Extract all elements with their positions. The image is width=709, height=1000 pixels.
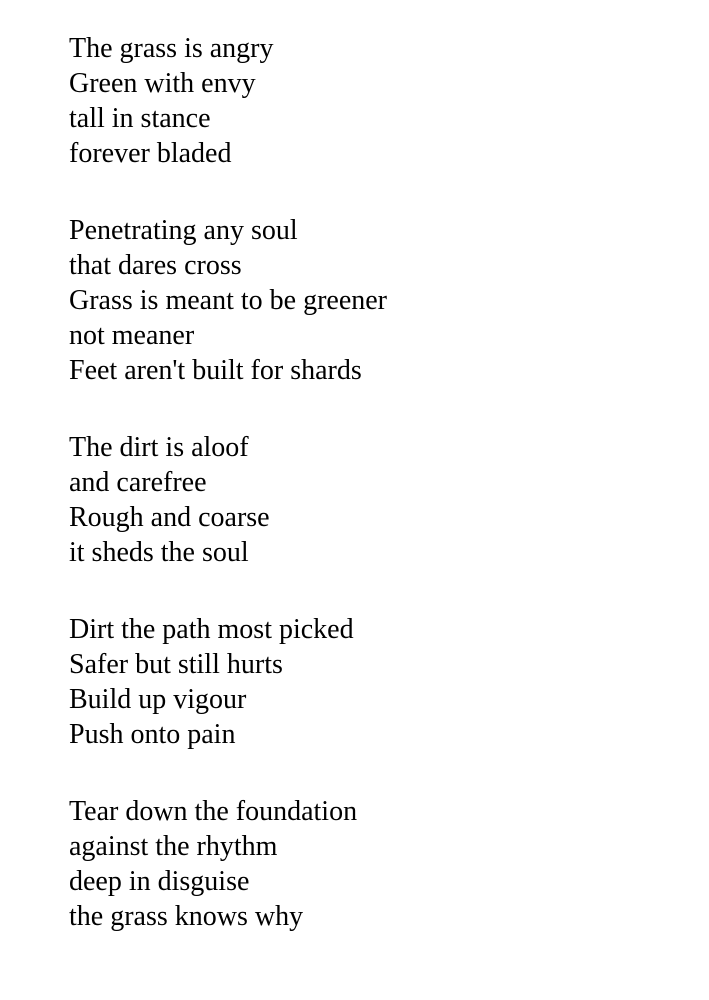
poem-line: tall in stance: [69, 103, 211, 134]
poem-line: against the rhythm: [69, 831, 278, 862]
poem-line: Grass is meant to be greener: [69, 285, 387, 316]
poem-line: Penetrating any soul: [69, 215, 298, 246]
stanza-1: [69, 31, 669, 171]
poem-line: The grass is angry: [69, 33, 274, 64]
poem-line: Push onto pain: [69, 719, 236, 750]
poem-line: The dirt is aloof: [69, 432, 249, 463]
poem-line: the grass knows why: [69, 901, 304, 932]
poem-line: Build up vigour: [69, 684, 247, 715]
poem-line: Tear down the foundation: [69, 796, 358, 827]
poem-line: and carefree: [69, 467, 207, 498]
poem-line: not meaner: [69, 320, 195, 351]
poem-line: Dirt the path most picked: [69, 614, 354, 645]
stanza-2: [69, 213, 669, 388]
poem-line: Green with envy: [69, 68, 256, 99]
poem-line: deep in disguise: [69, 866, 250, 897]
stanza-5: [69, 794, 669, 934]
poem-line: forever bladed: [69, 138, 232, 169]
poem-line: Feet aren't built for shards: [69, 355, 362, 386]
stanza-3: [69, 430, 669, 570]
stanza-4: [69, 612, 669, 752]
poem-line: Rough and coarse: [69, 502, 270, 533]
poem: [69, 31, 669, 976]
poem-line: Safer but still hurts: [69, 649, 283, 680]
poem-line: it sheds the soul: [69, 537, 249, 568]
poem-line: that dares cross: [69, 250, 242, 281]
